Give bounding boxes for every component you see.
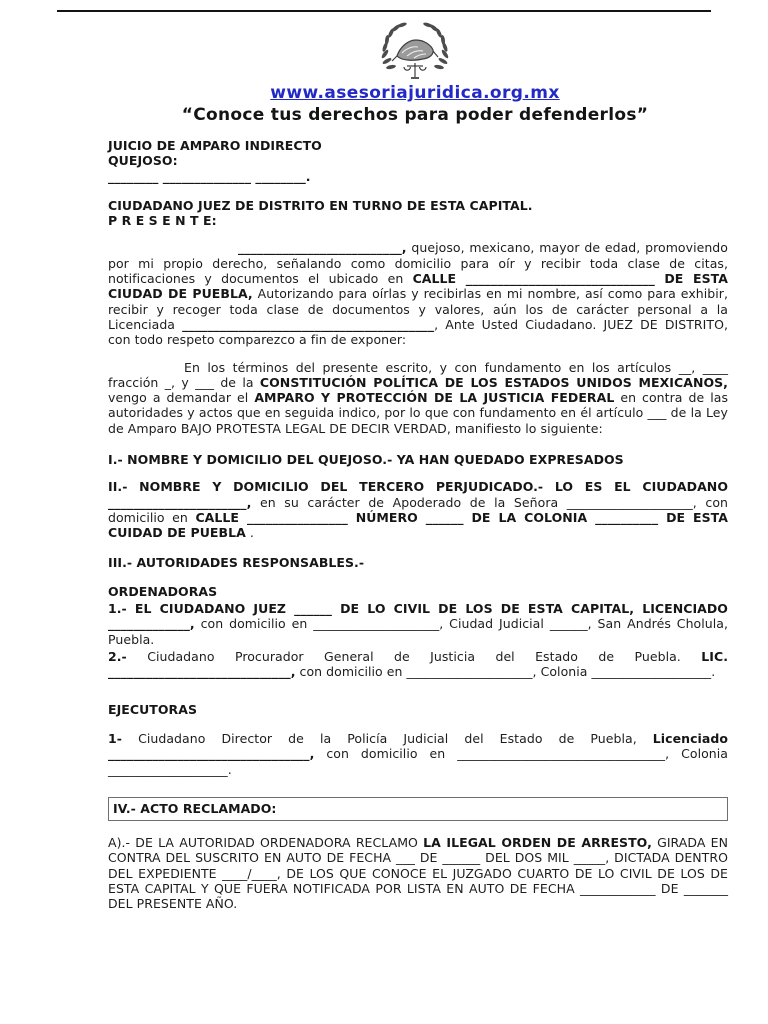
- ordenadora-1-paragraph: 1.- EL CIUDADANO JUEZ ______ DE LO CIVIL DE LOS DE ESTA CAPITAL, LICENCIADO _____________, con domicilio en ____________________, Ciudad Judicial ______, San Andrés Cholula, Puebla.: [108, 601, 728, 647]
- ordenadora-2-paragraph: 2.- Ciudadano Procurador General de Justicia del Estado de Puebla. LIC. _____________________________, con domicilio en ____________________, Colonia ___________________.: [108, 649, 728, 680]
- section-i-heading: I.- NOMBRE Y DOMICILIO DEL QUEJOSO.- YA HAN QUEDADO EXPRESADOS: [108, 452, 624, 468]
- ejecutora-1-paragraph: 1- Ciudadano Director de la Policía Judicial del Estado de Puebla, Licenciado ________________________________, con domicilio en _________________________________, Colonia ___________________.: [108, 730, 728, 777]
- document-body: [108, 138, 728, 912]
- document-header: [104, 20, 726, 125]
- section-iii-heading: III.- AUTORIDADES RESPONSABLES.-: [108, 554, 365, 570]
- addressee-block: CIUDADANO JUEZ DE DISTRITO EN TURNO DE ESTA CAPITAL. P R E S E N T E:: [108, 197, 533, 229]
- acto-reclamado-paragraph: A).- DE LA AUTORIDAD ORDENADORA RECLAMO LA ILEGAL ORDEN DE ARRESTO, GIRADA EN CONTRA DEL SUSCRITO EN AUTO DE FECHA ___ DE ______ DEL DOS MIL _____, DICTADA DENTRO DEL EXPEDIENTE ____/____, DE LOS QUE CONOCE EL JUZGADO CUARTO DE LO CIVIL DE LOS DE ESTA CAPITAL Y QUE FUERA NOTIFICADA POR LISTA EN AUTO DE FECHA ____________ DE _______ DEL PRESENTE AÑO.: [108, 835, 728, 912]
- ordenadoras-heading: ORDENADORAS: [108, 583, 218, 599]
- tagline: “Conoce tus derechos para poder defenderlos”: [181, 105, 649, 125]
- page-border-top: [57, 10, 711, 12]
- ejecutoras-heading: EJECUTORAS: [108, 701, 198, 717]
- handshake-icon: [392, 40, 438, 61]
- wreath-handshake-scales-logo: [374, 20, 456, 82]
- legal-basis-paragraph: En los términos del presente escrito, y con fundamento en los artículos __, ____ fracción _, y ___ de la CONSTITUCIÓN POLÍTICA DE LOS ESTADOS UNIDOS MEXICANOS, vengo a demandar el AMPARO Y PROTECCIÓN DE LA JUSTICIA FEDERAL en contra de las autoridades y actos que en seguida indico, por lo que con fundamento en él artículo ___ de la Ley de Amparo BAJO PROTESTA LEGAL DE DECIR VERDAD, manifiesto lo siguiente:: [108, 359, 729, 436]
- site-link[interactable]: www.asesoriajuridica.org.mx: [270, 83, 560, 103]
- section-iv-boxed-heading: IV.- ACTO RECLAMADO:: [108, 797, 728, 821]
- scales-icon: [404, 63, 426, 78]
- section-ii-paragraph: II.- NOMBRE Y DOMICILIO DEL TERCERO PERJUDICADO.- LO ES EL CIUDADANO ______________________, en su carácter de Apoderado de la Señora ____________________, con domicilio en CALLE ________________ NÚMERO ______ DE LA COLONIA __________ DE ESTA CUIDAD DE PUEBLA .: [108, 479, 728, 541]
- opening-paragraph: __________________________, quejoso, mexicano, mayor de edad, promoviendo por mi propio derecho, señalando como domicilio para oír y recibir toda clase de citas, notificaciones y documentos el ubicado en CALLE ______________________________ DE ESTA CIUDAD DE PUEBLA, Autorizando para oírlas y recibirlas en mi nombre, así como para exhibir, recibir y recoger toda clase de documentos y valores, aún los de carácter personal a la Licenciada ________________________________________, Ante Usted Ciudadano. JUEZ DE DISTRITO, con todo respeto comparezco a fin de exponer:: [108, 240, 729, 348]
- caption-block: JUICIO DE AMPARO INDIRECTO QUEJOSO: ________ ______________ ________.: [108, 138, 322, 184]
